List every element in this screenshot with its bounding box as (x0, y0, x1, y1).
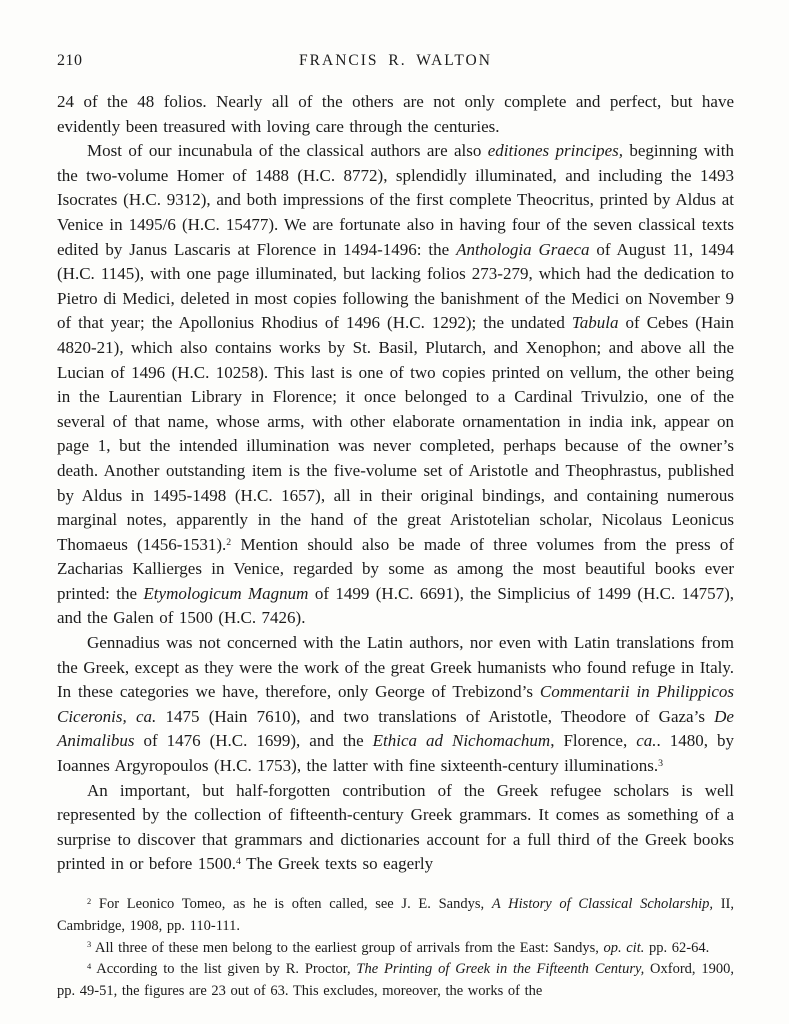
footnote-reference: 2 (226, 536, 232, 548)
italic-text-run: Tabula (571, 313, 619, 333)
page-number: 210 (57, 52, 83, 69)
body-paragraph (57, 779, 734, 877)
text-run: pp. 62-64. (644, 939, 710, 956)
italic-text-run: The Printing of Greek in the Fifteenth Century, (356, 961, 645, 978)
footnotes-section (57, 894, 734, 1003)
text-run: . 1480, by Ioannes Argyropoulos (H.C. 1753), the latter with fine sixteenth-century illuminations. (57, 731, 734, 776)
footnote-marker: 2 (87, 896, 92, 906)
italic-text-run: A History of Classical Scholarship, (491, 896, 713, 912)
text-run: beginning with the two-volume Homer of 1488 (H.C. 8772), splendidly illuminated, and including the 1493 Isocrates (H.C. 9312), and both impressions of the first complete Theocritus, printed by Aldus at Venice in 1495/6 (H.C. 15477). We are fortunate also in having four of the seven classical texts edited by Janus Lascaris at Florence in 1494-1496: the (57, 141, 734, 259)
page-header (57, 52, 734, 74)
running-title: FRANCIS R. WALTON (299, 52, 492, 69)
footnote-marker: 3 (87, 940, 92, 950)
body-paragraph (57, 90, 734, 139)
footnote-reference: 4 (236, 856, 241, 868)
footnote-marker: 4 (87, 962, 92, 972)
article-body (57, 90, 734, 877)
text-run: 24 of the 48 folios. Nearly all of the others are not only complete and perfect, but have evidently been treasured with loving care through the centuries. (57, 92, 734, 136)
text-run: Most of our incunabula of the classical authors are also (87, 141, 488, 161)
text-run: The Greek texts so eagerly (240, 854, 434, 874)
text-run: of 1499 (H.C. 6691), the Simplicius of 1499 (H.C. 14757), and the Galen of 1500 (H.C. 7426). (57, 583, 735, 628)
body-paragraph (57, 139, 734, 631)
body-paragraph (57, 631, 734, 779)
italic-text-run: Commentarii in Philippicos Ciceronis, ca. (57, 682, 734, 726)
italic-text-run: Ethica ad Nichomachum (372, 731, 551, 751)
text-run: 1475 (Hain 7610), and two translations of Aristotle, Theodore of Gaza’s (156, 706, 715, 726)
italic-text-run: De Animalibus (57, 706, 734, 751)
text-run: Mention should also be made of three volumes from the press of Zacharias Kallierges in Venice, regarded by some as among the most beautiful books ever printed: the (57, 534, 734, 603)
text-run: of 1476 (H.C. 1699), and the (134, 731, 373, 751)
footnote-reference: 3 (658, 758, 664, 770)
text-run: According to the list given by R. Proctor, (96, 961, 357, 978)
text-run: , Florence, (550, 731, 637, 751)
text-run: of Cebes (Hain 4820-21), which also contains works by St. Basil, Plutarch, and Xenophon; and above all the Lucian of 1496 (H.C. 10258). This last is one of two copies printed on vellum, the other being in the Laurentian Library in Florence; it once belonged to a Cardinal Trivulzio, one of the several of that name, whose arms, with other elaborate ornamentation in india ink, appear on page 1, but the intended illumination was never completed, perhaps because of the owner’s death. Another outstanding item is the five-volume set of Aristotle and Theophrastus, published by Aldus in 1495-1498 (H.C. 1657), all in their original bindings, and containing numerous marginal notes, apparently in the hand of the great Aristotelian scholar, Nicolaus Leonicus Thomaeus (1456-1531). (57, 313, 734, 554)
text-run: II, Cambridge, 1908, pp. 110-111. (57, 896, 734, 934)
text-run: Gennadius was not concerned with the Latin authors, nor even with Latin translations from the Greek, except as they were the work of the great Greek humanists who found refuge in Italy. In these categories we have, therefore, only George of Trebizond’s (57, 633, 734, 702)
italic-text-run: Etymologicum Magnum (143, 583, 309, 603)
text-run: For Leonico Tomeo, as he is often called, see J. E. Sandys, (98, 896, 492, 912)
text-run: Oxford, 1900, pp. 49-51, the figures are 23 out of 63. This excludes, moreover, the works of the (57, 961, 734, 1000)
text-run: All three of these men belong to the earliest group of arrivals from the East: Sandys, (95, 939, 604, 956)
text-run: of August 11, 1494 (H.C. 1145), with one page illuminated, but lacking folios 273-279, which had the dedication to Pietro di Medici, deleted in most copies following the banishment of the Medici on November 9 of that year; the Apollonius Rhodius of 1496 (H.C. 1292); the undated (57, 239, 735, 333)
footnote (57, 894, 734, 938)
footnote (57, 959, 734, 1003)
italic-text-run: editiones principes, (487, 141, 624, 161)
italic-text-run: Anthologia Graeca (456, 239, 590, 259)
italic-text-run: op. cit. (603, 939, 645, 956)
text-run: An important, but half-forgotten contribution of the Greek refugee scholars is well represented by the collection of fifteenth-century Greek grammars. It comes as something of a surprise to discover that grammars and dictionaries account for a full third of the Greek books printed in or before 1500. (57, 780, 734, 874)
footnote (57, 938, 734, 960)
italic-text-run: ca. (636, 731, 657, 751)
